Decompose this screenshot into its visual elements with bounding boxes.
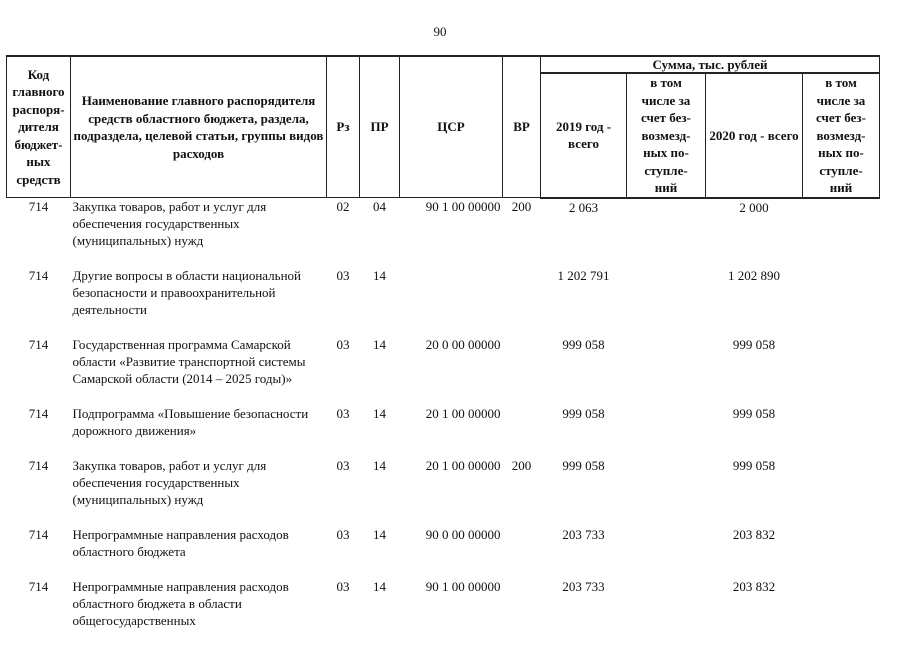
header-line: ных xyxy=(8,153,69,171)
cell-rz: 03 xyxy=(327,336,360,405)
cell-rz: 03 xyxy=(327,578,360,647)
cell-name: Закупка товаров, работ и услуг для обеспечения государственных (муниципальных) нужд xyxy=(71,198,327,268)
cell-2019-total: 999 058 xyxy=(541,336,627,405)
table-row xyxy=(7,457,880,526)
header-name: Наименование главного распорядителя средств областного бюджета, раздела, подраздела, целевой статьи, группы видов расходов xyxy=(71,56,327,198)
header-code xyxy=(7,56,71,198)
cell-name: Другие вопросы в области национальной безопасности и правоохранительной деятельности xyxy=(71,267,327,336)
cell-csr: 90 1 00 00000 xyxy=(400,578,503,647)
table-row xyxy=(7,578,880,647)
table-row xyxy=(7,405,880,457)
cell-2020-total: 1 202 890 xyxy=(706,267,803,336)
cell-code: 714 xyxy=(7,526,71,578)
cell-csr xyxy=(400,267,503,336)
cell-name: Подпрограмма «Повышение безопасности дорожного движения» xyxy=(71,405,327,457)
header-line: в том xyxy=(628,74,704,92)
table-row xyxy=(7,267,880,336)
cell-2019-total: 203 733 xyxy=(541,526,627,578)
header-line: ных по- xyxy=(804,144,878,162)
header-sum-group: Сумма, тыс. рублей xyxy=(541,56,880,73)
header-line: возмезд- xyxy=(804,127,878,145)
cell-pr: 14 xyxy=(360,578,400,647)
cell-vr xyxy=(503,336,541,405)
cell-code: 714 xyxy=(7,198,71,268)
header-line: распоря- xyxy=(8,101,69,119)
cell-csr: 90 1 00 00000 xyxy=(400,198,503,268)
table-row xyxy=(7,336,880,405)
cell-2019-free xyxy=(627,578,706,647)
cell-rz: 03 xyxy=(327,267,360,336)
cell-2019-total: 2 063 xyxy=(541,198,627,268)
cell-vr xyxy=(503,526,541,578)
header-line: счет без- xyxy=(804,109,878,127)
cell-rz: 03 xyxy=(327,405,360,457)
page-number: 90 xyxy=(0,24,880,40)
cell-pr: 14 xyxy=(360,267,400,336)
header-line: ний xyxy=(628,179,704,197)
cell-csr: 20 1 00 00000 xyxy=(400,457,503,526)
cell-2019-free xyxy=(627,526,706,578)
cell-2019-free xyxy=(627,198,706,268)
cell-2020-total: 999 058 xyxy=(706,405,803,457)
cell-2020-free xyxy=(803,578,880,647)
cell-2019-free xyxy=(627,336,706,405)
cell-rz: 03 xyxy=(327,526,360,578)
header-line: Код xyxy=(8,66,69,84)
cell-2020-free xyxy=(803,336,880,405)
cell-2019-total: 999 058 xyxy=(541,457,627,526)
header-line: счет без- xyxy=(628,109,704,127)
header-2019-free xyxy=(627,73,706,198)
cell-2019-free xyxy=(627,267,706,336)
header-line: в том xyxy=(804,74,878,92)
header-2020-total: 2020 год - всего xyxy=(706,73,803,198)
cell-2020-free xyxy=(803,198,880,268)
cell-vr: 200 xyxy=(503,198,541,268)
cell-pr: 04 xyxy=(360,198,400,268)
cell-rz: 03 xyxy=(327,457,360,526)
cell-code: 714 xyxy=(7,405,71,457)
header-line: дителя xyxy=(8,118,69,136)
cell-code: 714 xyxy=(7,578,71,647)
budget-table xyxy=(6,55,880,647)
cell-2020-free xyxy=(803,267,880,336)
header-line: ступле- xyxy=(628,162,704,180)
cell-2020-total: 203 832 xyxy=(706,526,803,578)
table-row xyxy=(7,526,880,578)
cell-vr: 200 xyxy=(503,457,541,526)
cell-pr: 14 xyxy=(360,405,400,457)
cell-name: Непрограммные направления расходов областного бюджета в области общегосударственных xyxy=(71,578,327,647)
header-line: ступле- xyxy=(804,162,878,180)
cell-vr xyxy=(503,267,541,336)
header-line: числе за xyxy=(628,92,704,110)
cell-2020-total: 999 058 xyxy=(706,457,803,526)
header-2019-total: 2019 год - всего xyxy=(541,73,627,198)
table-header xyxy=(7,56,880,198)
cell-code: 714 xyxy=(7,267,71,336)
header-line: средств xyxy=(8,171,69,189)
cell-code: 714 xyxy=(7,336,71,405)
cell-name: Закупка товаров, работ и услуг для обеспечения государственных (муниципальных) нужд xyxy=(71,457,327,526)
header-line: возмезд- xyxy=(628,127,704,145)
header-line: ний xyxy=(804,179,878,197)
cell-2019-free xyxy=(627,457,706,526)
header-pr: ПР xyxy=(360,56,400,198)
cell-2020-free xyxy=(803,457,880,526)
cell-2020-total: 2 000 xyxy=(706,198,803,268)
cell-pr: 14 xyxy=(360,336,400,405)
cell-2020-total: 999 058 xyxy=(706,336,803,405)
header-line: ных по- xyxy=(628,144,704,162)
cell-csr: 20 0 00 00000 xyxy=(400,336,503,405)
header-csr: ЦСР xyxy=(400,56,503,198)
cell-2020-free xyxy=(803,405,880,457)
cell-pr: 14 xyxy=(360,526,400,578)
cell-name: Непрограммные направления расходов областного бюджета xyxy=(71,526,327,578)
header-line: главного xyxy=(8,83,69,101)
cell-csr: 20 1 00 00000 xyxy=(400,405,503,457)
cell-2019-total: 1 202 791 xyxy=(541,267,627,336)
cell-2019-total: 999 058 xyxy=(541,405,627,457)
cell-rz: 02 xyxy=(327,198,360,268)
cell-2020-free xyxy=(803,526,880,578)
header-2020-free xyxy=(803,73,880,198)
header-vr: ВР xyxy=(503,56,541,198)
table-body xyxy=(7,198,880,647)
cell-vr xyxy=(503,405,541,457)
cell-name: Государственная программа Самарской области «Развитие транспортной системы Самарской области (2014 – 2025 годы)» xyxy=(71,336,327,405)
cell-2020-total: 203 832 xyxy=(706,578,803,647)
cell-pr: 14 xyxy=(360,457,400,526)
table-row xyxy=(7,198,880,268)
header-rz: Рз xyxy=(327,56,360,198)
header-line: бюджет- xyxy=(8,136,69,154)
cell-csr: 90 0 00 00000 xyxy=(400,526,503,578)
cell-vr xyxy=(503,578,541,647)
cell-2019-free xyxy=(627,405,706,457)
cell-code: 714 xyxy=(7,457,71,526)
header-line: числе за xyxy=(804,92,878,110)
cell-2019-total: 203 733 xyxy=(541,578,627,647)
